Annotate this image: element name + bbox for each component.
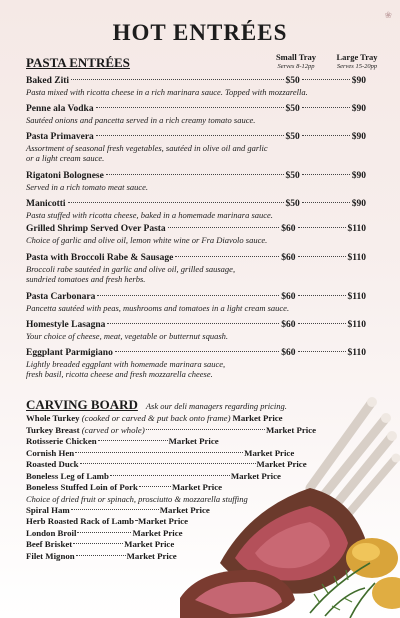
menu-item-name: Baked Ziti — [26, 76, 70, 86]
menu-item-description: Pancetta sautéed with peas, mushrooms and tomatoes in a light cream sauce. — [26, 303, 290, 313]
carving-item-note: (cooked or carved & put back onto frame) — [81, 413, 231, 423]
leader-dots — [168, 227, 280, 228]
leader-dots — [80, 463, 256, 464]
menu-item-name: Pasta Primavera — [26, 132, 94, 142]
carving-item-price: Market Price — [265, 424, 316, 435]
small-tray-price: $50 — [285, 199, 300, 209]
carving-item-price: Market Price — [159, 504, 210, 515]
carving-item-name: Rotisserie Chicken — [26, 436, 97, 446]
large-tray-price: $110 — [347, 253, 366, 263]
carving-item — [26, 516, 316, 528]
leader-dots — [298, 227, 346, 228]
leader-dots — [96, 107, 284, 108]
leader-dots — [98, 440, 168, 441]
small-tray-price: $60 — [281, 292, 296, 302]
menu-item-description: Pasta mixed with ricotta cheese in a rich marinara sauce. Topped with mozzarella. — [26, 87, 308, 97]
leader-dots — [115, 351, 279, 352]
large-tray-price: $90 — [351, 76, 366, 86]
large-tray-header — [330, 53, 384, 71]
menu-item — [26, 291, 366, 313]
leader-dots — [77, 532, 131, 533]
menu-item-name: Eggplant Parmigiano — [26, 348, 113, 358]
menu-item — [26, 252, 366, 284]
menu-item-description: Broccoli rabe sautéed in garlic and olive oil, grilled sausage, — [26, 264, 236, 274]
carving-item-name: Filet Mignon — [26, 550, 75, 561]
carving-item — [26, 436, 316, 448]
menu-item-description: sundried tomatoes and fresh herbs. — [26, 274, 146, 284]
small-tray-price: $60 — [281, 320, 296, 330]
menu-item-name: Grilled Shrimp Served Over Pasta — [26, 224, 166, 234]
leader-dots — [71, 509, 159, 510]
menu-item-name: Rigatoni Bolognese — [26, 171, 104, 181]
leader-dots — [135, 520, 137, 521]
carving-item — [26, 539, 316, 551]
large-tray-price: $90 — [351, 199, 366, 209]
carving-item-name: Beef Brisket — [26, 539, 73, 549]
large-tray-serves: Serves 15-20pp — [336, 63, 378, 70]
small-tray-price: $60 — [281, 348, 296, 358]
carving-item-name: Roasted Duck — [26, 459, 79, 469]
menu-item-name: Penne ala Vodka — [26, 104, 94, 114]
menu-item-description: fresh basil, ricotta cheese and fresh mozzarella cheese. — [26, 369, 213, 379]
carving-item-name: London Broil — [26, 527, 77, 538]
menu-item-description: Lightly breaded eggplant with homemade marinara sauce, — [26, 359, 226, 369]
leader-dots — [146, 429, 265, 430]
large-tray-price: $110 — [347, 224, 366, 234]
carving-item-price: Market Price — [244, 447, 295, 458]
menu-item-description: Sautéed onions and pancetta served in a rich creamy tomato sauce. — [26, 115, 256, 125]
menu-item — [26, 131, 366, 163]
carving-item-name: Whole Turkey — [26, 413, 80, 423]
menu-item-name: Pasta Carbonara — [26, 292, 96, 302]
leader-dots — [302, 174, 350, 175]
leader-dots — [110, 475, 230, 476]
menu-item — [26, 198, 366, 220]
leader-dots — [97, 295, 279, 296]
menu-item-description: Your choice of cheese, meat, vegetable or butternut squash. — [26, 331, 228, 341]
large-tray-label: Large Tray — [336, 52, 378, 62]
carving-section-heading: CARVING BOARD — [26, 397, 138, 412]
pasta-section-heading: PASTA ENTRÉES — [26, 55, 130, 70]
leader-dots — [139, 486, 171, 487]
leader-dots — [107, 323, 279, 324]
small-tray-price: $60 — [281, 253, 296, 263]
leader-dots — [302, 79, 350, 80]
carving-item-price: Market Price — [124, 539, 175, 549]
carving-item-name: Boneless Stuffed Loin of Pork — [26, 482, 138, 492]
carving-item-name: Turkey Breast — [26, 424, 80, 435]
menu-item-description: Choice of garlic and olive oil, lemon white wine or Fra Diavolo sauce. — [26, 235, 268, 245]
carving-item — [26, 505, 316, 517]
leader-dots — [302, 202, 350, 203]
menu-item-name: Homestyle Lasagna — [26, 320, 106, 330]
leader-dots — [96, 135, 284, 136]
carving-item-name: Herb Roasted Rack of Lamb — [26, 516, 135, 526]
leader-dots — [71, 79, 283, 80]
carving-item-price: Market Price — [171, 482, 222, 492]
menu-item-description: Assortment of seasonal fresh vegetables, sautéed in olive oil and garlic — [26, 143, 268, 153]
leader-dots — [175, 256, 279, 257]
small-tray-header — [268, 53, 324, 71]
leader-dots — [298, 295, 346, 296]
carving-item — [26, 448, 316, 460]
menu-item — [26, 103, 366, 125]
menu-item — [26, 347, 366, 379]
small-tray-price: $50 — [285, 104, 300, 114]
leader-dots — [298, 323, 346, 324]
menu-item — [26, 223, 366, 245]
carving-item-price: Market Price — [168, 436, 219, 446]
carving-item-price: Market Price — [126, 550, 177, 561]
carving-item-note: (carved or whole) — [81, 424, 145, 435]
carving-item — [26, 528, 316, 540]
carving-item-name: Spiral Ham — [26, 504, 70, 515]
large-tray-price: $110 — [347, 348, 366, 358]
large-tray-price: $110 — [347, 320, 366, 330]
menu-item — [26, 170, 366, 192]
carving-item — [26, 482, 316, 494]
leader-dots — [106, 174, 284, 175]
large-tray-price: $90 — [351, 132, 366, 142]
carving-item-name: Cornish Hen — [26, 447, 75, 458]
carving-item-price: Market Price — [138, 516, 189, 526]
carving-menu-list — [26, 413, 316, 562]
menu-item — [26, 75, 366, 97]
carving-item — [26, 425, 316, 437]
page-title: HOT ENTRÉES — [112, 20, 288, 45]
carving-subheading: Ask our deli managers regarding pricing. — [145, 401, 287, 411]
leader-dots — [73, 543, 123, 544]
leader-dots — [302, 135, 350, 136]
carving-item-price: Market Price — [256, 459, 307, 469]
large-tray-price: $110 — [347, 292, 366, 302]
leader-dots — [75, 452, 243, 453]
carving-item — [26, 551, 316, 563]
menu-item-description: or a light cream sauce. — [26, 153, 105, 163]
leader-dots — [302, 107, 350, 108]
small-tray-price: $50 — [285, 76, 300, 86]
small-tray-price: $60 — [281, 224, 296, 234]
carving-item — [26, 459, 316, 471]
small-tray-price: $50 — [285, 171, 300, 181]
leader-dots — [298, 351, 346, 352]
pork-stuffing-note: Choice of dried fruit or spinach, prosciutto & mozzarella stuffing — [26, 493, 248, 504]
menu-item-name: Pasta with Broccoli Rabe & Sausage — [26, 253, 174, 263]
leader-dots — [76, 555, 126, 556]
small-tray-label: Small Tray — [275, 52, 317, 62]
small-tray-serves: Serves 8-12pp — [277, 63, 315, 70]
carving-item — [26, 471, 316, 483]
leader-dots — [68, 202, 284, 203]
carving-item-name: Boneless Leg of Lamb — [26, 470, 109, 481]
carving-item-price: Market Price — [230, 470, 281, 481]
carving-board-header — [26, 396, 287, 414]
large-tray-price: $90 — [351, 104, 366, 114]
menu-item-description: Served in a rich tomato meat sauce. — [26, 182, 149, 192]
carving-item — [26, 413, 316, 425]
menu-item-description: Pasta stuffed with ricotta cheese, baked in a homemade marinara sauce. — [26, 210, 273, 220]
leader-dots — [298, 256, 346, 257]
carving-item-price: Market Price — [132, 527, 183, 538]
menu-item-name: Manicotti — [26, 199, 66, 209]
large-tray-price: $90 — [351, 171, 366, 181]
menu-item — [26, 319, 366, 341]
carving-item-price: Market Price — [232, 413, 283, 423]
small-tray-price: $50 — [285, 132, 300, 142]
corner-ornament-icon: ❀ — [384, 10, 392, 20]
